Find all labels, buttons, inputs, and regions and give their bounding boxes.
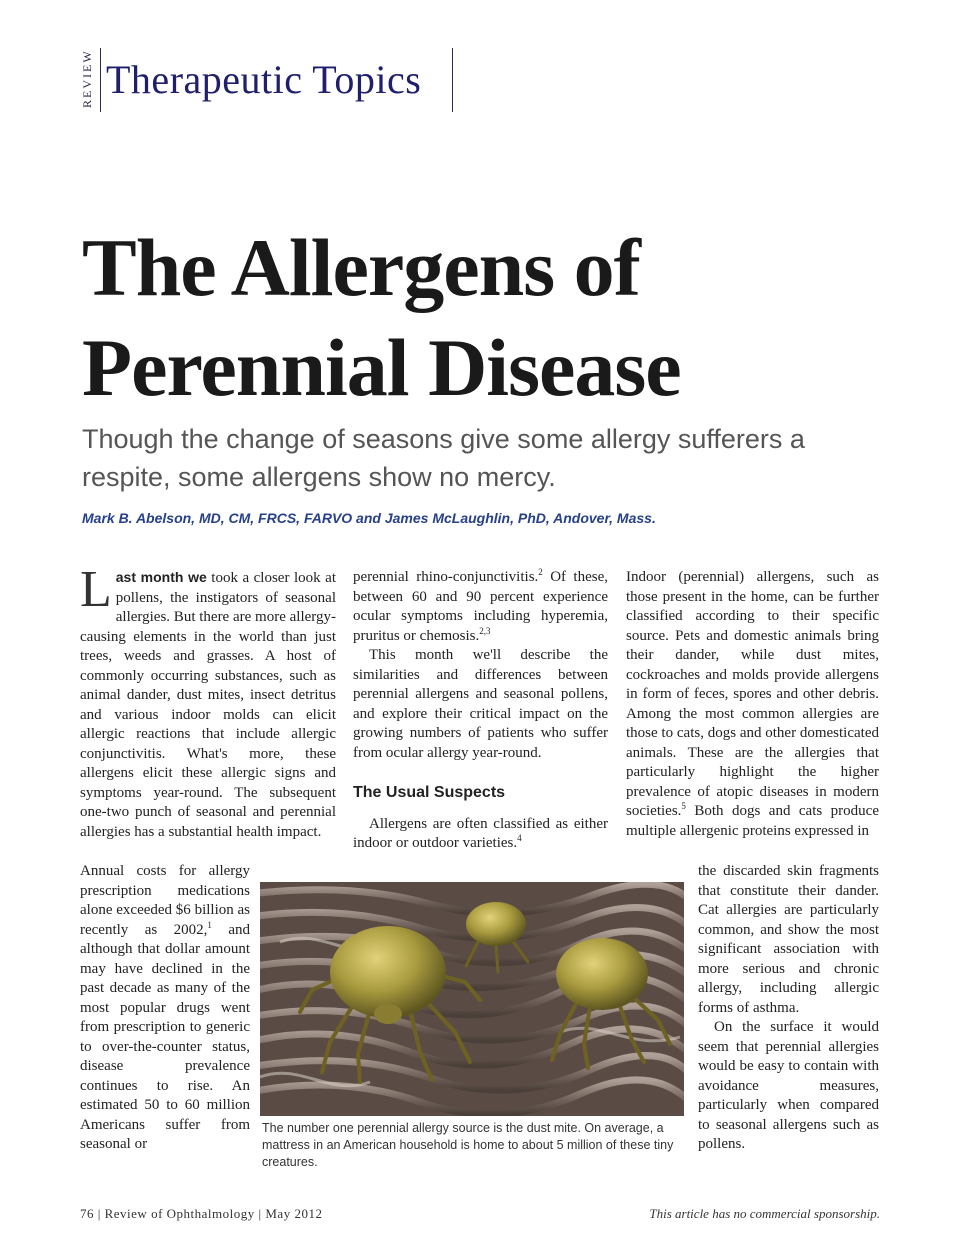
footer-separator: | xyxy=(258,1206,262,1221)
paragraph-classification xyxy=(353,815,608,854)
section-divider-right xyxy=(452,48,453,112)
paragraph-overview: This month we'll describe the similarities and differences between perennial allergens and seasonal pollens, and explore their critical impact on the growing numbers of patients who suffer from ocular allergy year-round. xyxy=(353,647,608,761)
column-1-bottom xyxy=(80,862,250,1155)
sponsorship-note: This article has no commercial sponsorship. xyxy=(649,1206,880,1221)
lead-in: ast month we xyxy=(115,569,207,585)
paragraph-prevalence xyxy=(353,568,608,646)
paragraph-text: took a closer look at pollens, the instigators of seasonal allergies. But there are more allergy-causing elements in the world than just trees, weeds and grasses. A host of commonly occurring substances, such as animal dander, dust mites, insect detritus and various indoor molds can elicit allergic reactions that include allergic conjunctivitis. What's more, these allergens elicit these allergic signs and symptoms year-round. The subsequent one-two punch of seasonal and perennial allergies has a substantial health impact. xyxy=(80,570,336,840)
reference-marker: 1 xyxy=(207,919,212,930)
paragraph-indoor-allergens xyxy=(626,568,879,841)
footer-separator: | xyxy=(97,1206,101,1221)
reference-marker: 4 xyxy=(517,833,522,843)
article-title xyxy=(82,218,882,418)
reference-marker: 2 xyxy=(538,567,543,577)
drop-cap: L xyxy=(80,561,112,618)
paragraph-text: Indoor (perennial) allergens, such as those present in the home, can be further classified according to their specific source. Pets and domestic animals bring their dander, while dust mites, cockroaches and molds provide allergens in form of feces, spores and other debris. Among the most common allergies are those to cats, dogs and other domesticated animals. These are the allergies that particularly highlight the higher prevalence of atopic diseases in modern societies. xyxy=(626,569,879,819)
paragraph-text: Of these, between 60 and 90 percent experience ocular symptoms including hyperemia, pruritus or chemosis. xyxy=(353,569,608,644)
paragraph-costs xyxy=(80,862,250,1155)
section-title: Therapeutic Topics xyxy=(106,57,422,102)
column-3-bottom xyxy=(698,862,879,1155)
page-footer xyxy=(80,1206,322,1222)
review-label: REVIEW xyxy=(80,49,94,109)
issue-date: May 2012 xyxy=(265,1206,323,1221)
paragraph-intro xyxy=(80,561,336,842)
article-title-line1: The Allergens of xyxy=(82,222,640,313)
column-3 xyxy=(626,568,879,841)
figure-caption: The number one perennial allergy source is the dust mite. On average, a mattress in an American household is home to about 5 million of these tiny creatures. xyxy=(262,1121,674,1169)
column-1 xyxy=(80,561,336,842)
dust-mite-photo xyxy=(260,882,684,1116)
paragraph-text: Both dogs and cats produce multiple allergenic proteins expressed in xyxy=(626,803,879,839)
column-2 xyxy=(353,568,608,854)
reference-marker: 5 xyxy=(681,801,686,811)
paragraph-text: Allergens are often classified as either indoor or outdoor varieties. xyxy=(353,815,608,851)
paragraph-avoidance: On the surface it would seem that perennial allergies would be easy to contain with avoidance measures, particularly when compared to seasonal allergens such as pollens. xyxy=(698,1019,879,1152)
page-number: 76 xyxy=(80,1206,94,1221)
paragraph-text: Annual costs for allergy prescription medications alone exceeded $6 billion as recently as 2002, xyxy=(80,863,250,938)
article-title-line2: Perennial Disease xyxy=(82,322,681,413)
dust-mite-illustration xyxy=(260,882,684,1116)
paragraph-text: perennial rhino-conjunctivitis. xyxy=(353,569,539,585)
publication-name: Review of Ophthalmology xyxy=(104,1206,255,1221)
paragraph-dander: the discarded skin fragments that constitute their dander. Cat allergies are particularly common, and show the most significant association with more serious and chronic allergy, including allergic forms of asthma. xyxy=(698,863,879,1016)
article-byline: Mark B. Abelson, MD, CM, FRCS, FARVO and James McLaughlin, PhD, Andover, Mass. xyxy=(82,510,656,526)
article-deck: Though the change of seasons give some allergy sufferers a respite, some allergens show no mercy. xyxy=(82,424,805,492)
paragraph-text: and although that dollar amount may have declined in the past decade as many of the most popular drugs went from prescription to generic to over-the-counter status, disease prevalence continues to rise. An estimated 50 to 60 million Americans suffer from seasonal or xyxy=(80,921,250,1152)
subhead-usual-suspects: The Usual Suspects xyxy=(353,784,506,801)
reference-marker: 2,3 xyxy=(479,625,491,636)
section-divider-left xyxy=(100,48,101,112)
